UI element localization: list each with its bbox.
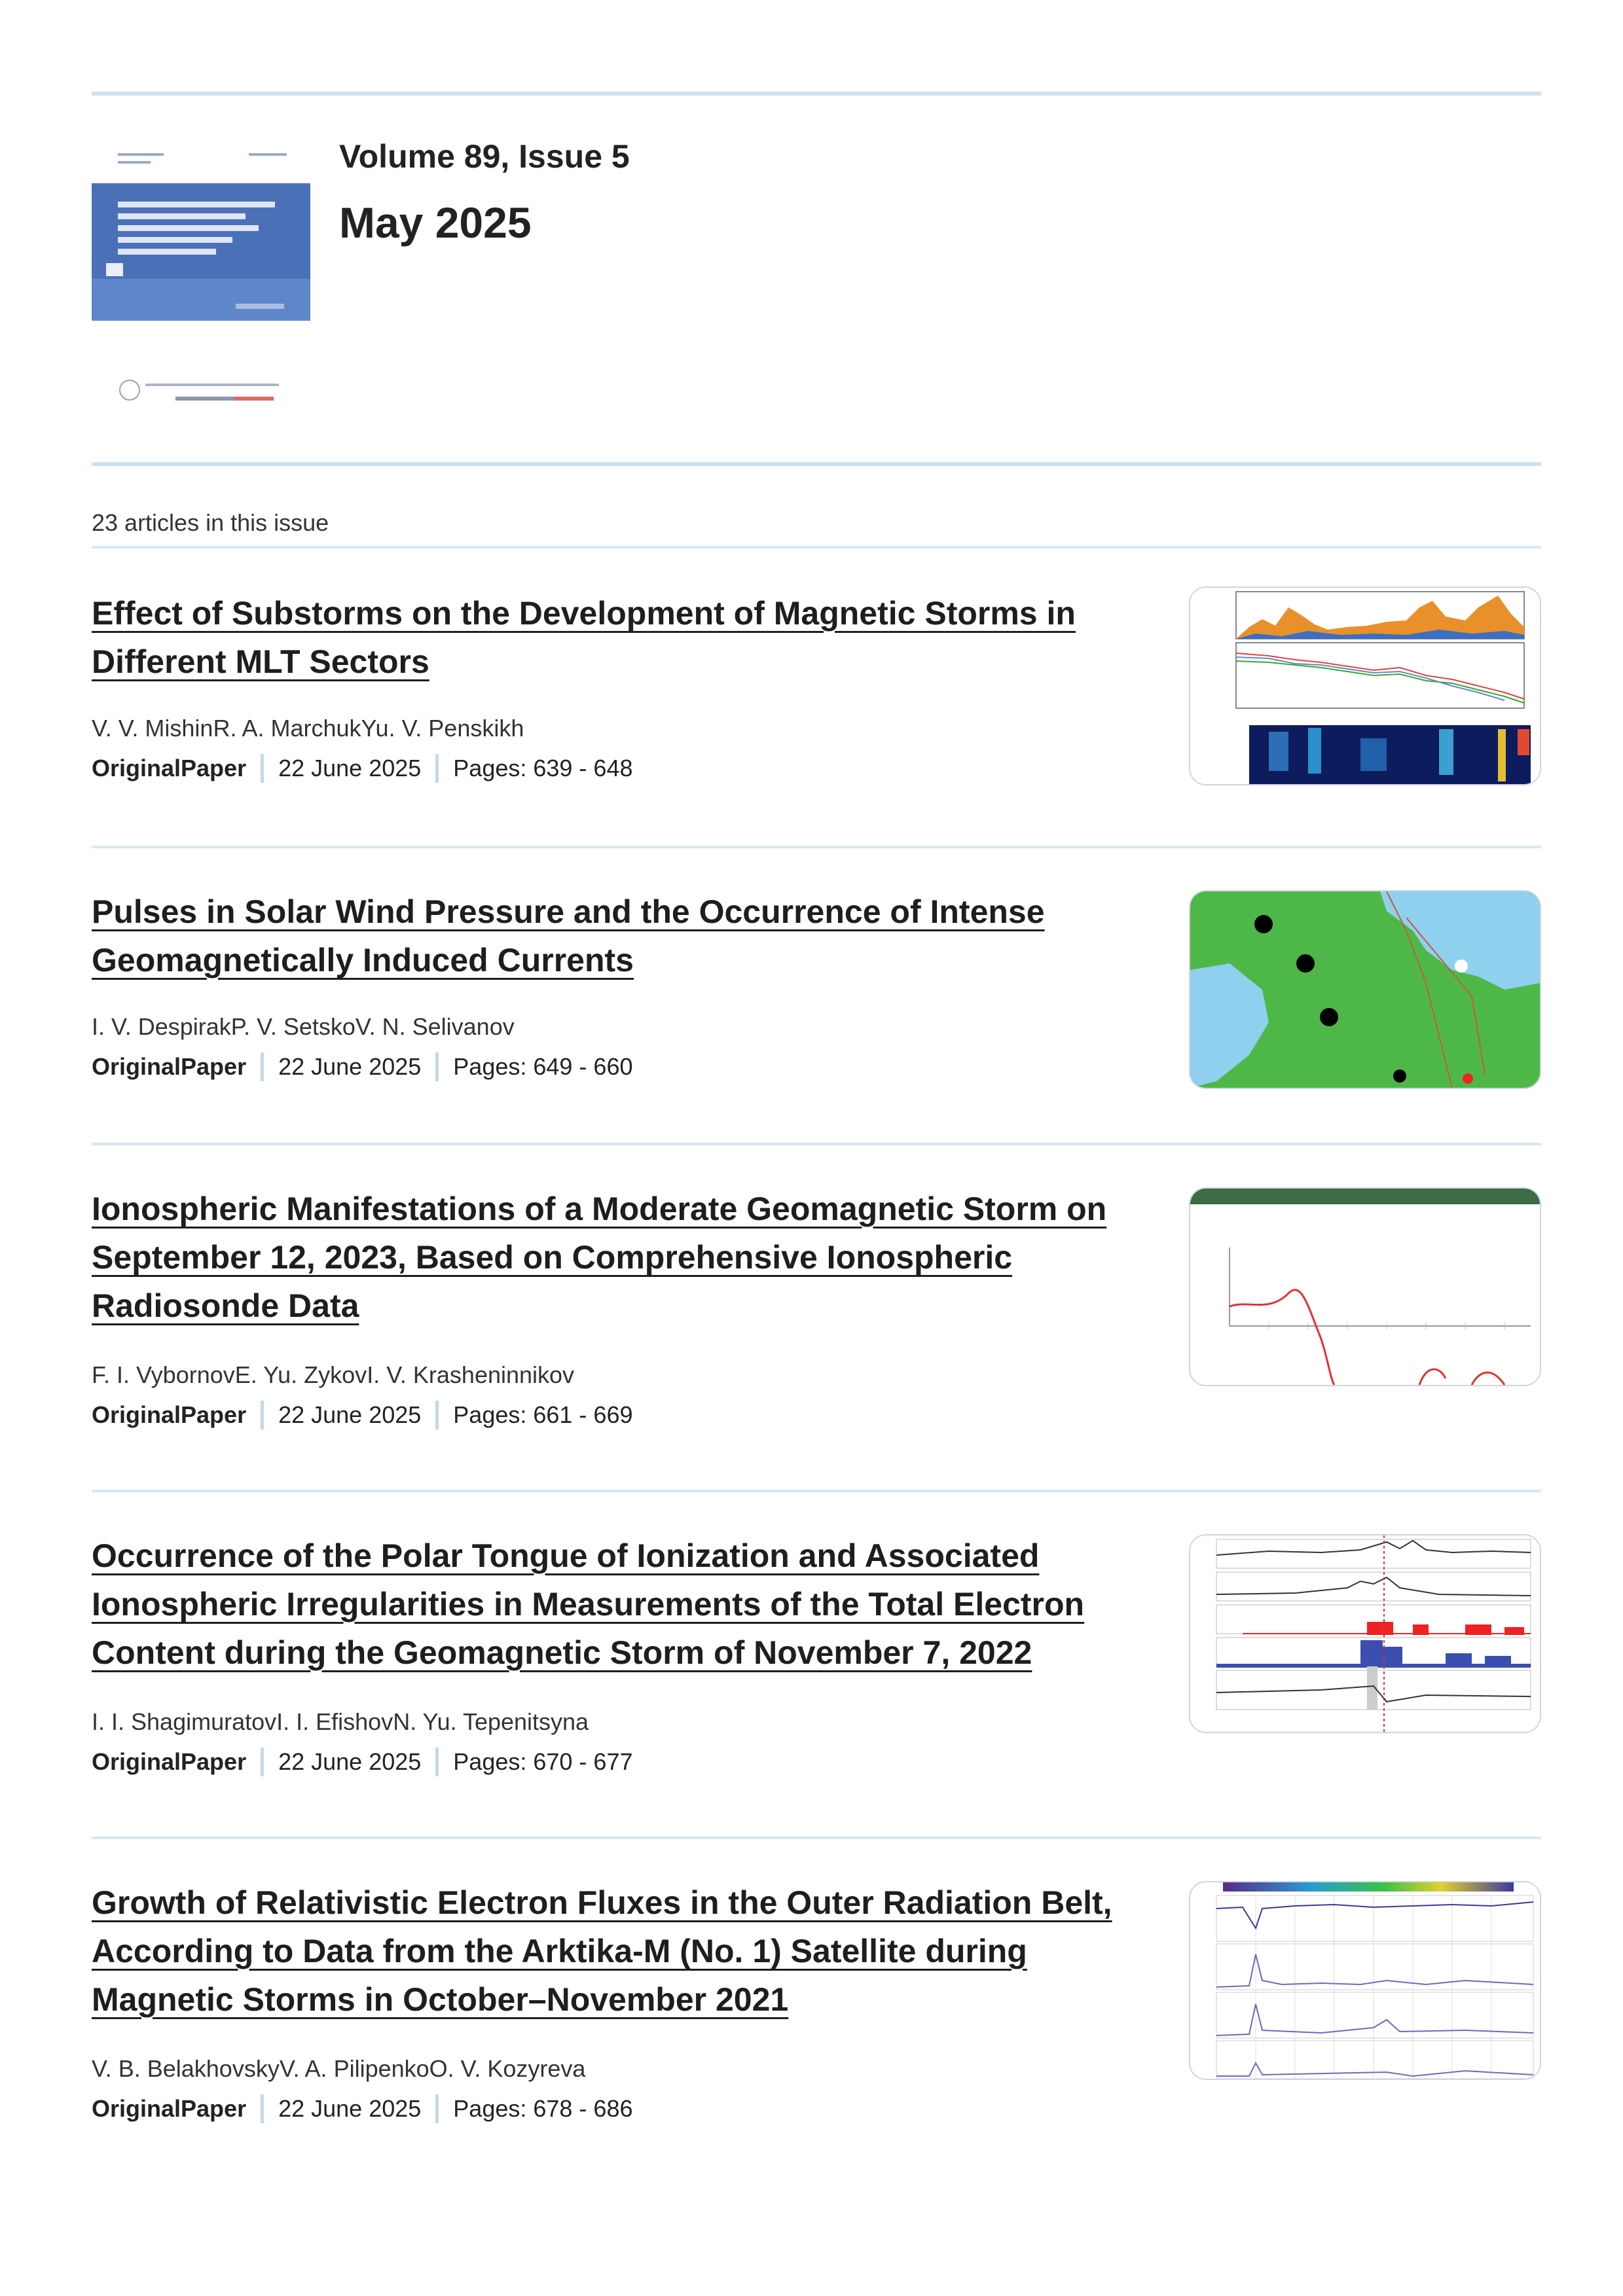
- article-authors: F. I. VybornovE. Yu. ZykovI. V. Krasheninnikov: [92, 1361, 575, 1388]
- header-divider: [92, 462, 1541, 466]
- article-title-link[interactable]: Pulses in Solar Wind Pressure and the Occurrence of Intense Geomagnetically Induced Currents: [92, 893, 1045, 978]
- article-title-link[interactable]: Occurrence of the Polar Tongue of Ionization and Associated Ionospheric Irregularities in Measurements of the Total Electron Content during the Geomagnetic Storm of November 7, 2022: [92, 1537, 1085, 1671]
- article-pages: Pages: 678 - 686: [453, 2095, 633, 2122]
- meta-separator: [435, 1401, 439, 1429]
- article-type: OriginalPaper: [92, 1053, 247, 1080]
- article-meta: [92, 1401, 632, 1429]
- publisher-logo: [119, 377, 284, 407]
- meta-separator: [261, 2094, 264, 2123]
- meta-separator: [435, 2094, 439, 2123]
- article-thumbnail[interactable]: [1189, 586, 1541, 785]
- article-type: OriginalPaper: [92, 755, 247, 781]
- article-divider: [92, 1837, 1541, 1839]
- meta-separator: [435, 1052, 439, 1081]
- article-divider: [92, 846, 1541, 848]
- article-meta: [92, 754, 632, 783]
- meta-separator: [435, 754, 439, 783]
- article-authors: V. B. BelakhovskyV. A. PilipenkoO. V. Kozyreva: [92, 2055, 586, 2082]
- article-title[interactable]: [92, 589, 1139, 686]
- article-thumbnail[interactable]: [1189, 1534, 1541, 1733]
- issue-date: May 2025: [339, 198, 532, 247]
- article-meta: [92, 1052, 632, 1081]
- meta-separator: [261, 1052, 264, 1081]
- meta-separator: [261, 754, 264, 783]
- issue-volume: Volume 89, Issue 5: [339, 138, 630, 175]
- meta-separator: [261, 1748, 264, 1776]
- article-title[interactable]: [92, 1532, 1139, 1677]
- article-type: OriginalPaper: [92, 1748, 247, 1775]
- article-date: 22 June 2025: [278, 1401, 422, 1428]
- article-authors: V. V. MishinR. A. MarchukYu. V. Penskikh: [92, 715, 524, 742]
- article-meta: [92, 1748, 632, 1776]
- article-title[interactable]: [92, 888, 1139, 984]
- article-pages: Pages: 661 - 669: [453, 1401, 633, 1428]
- journal-cover-image[interactable]: [92, 139, 310, 321]
- list-divider: [92, 546, 1541, 548]
- article-type: OriginalPaper: [92, 2095, 247, 2122]
- article-type: OriginalPaper: [92, 1401, 247, 1428]
- article-date: 22 June 2025: [278, 2095, 422, 2122]
- article-title-link[interactable]: Ionospheric Manifestations of a Moderate Geomagnetic Storm on September 12, 2023, Based on Comprehensive Ionospheric Radiosonde Data: [92, 1191, 1107, 1324]
- article-pages: Pages: 649 - 660: [453, 1053, 633, 1080]
- article-authors: I. V. DespirakP. V. SetskoV. N. Selivanov: [92, 1013, 515, 1040]
- article-thumbnail[interactable]: [1189, 890, 1541, 1089]
- article-thumbnail[interactable]: [1189, 1187, 1541, 1386]
- article-meta: [92, 2094, 632, 2123]
- article-date: 22 June 2025: [278, 1053, 422, 1080]
- article-title[interactable]: [92, 1185, 1139, 1330]
- article-pages: Pages: 670 - 677: [453, 1748, 633, 1775]
- top-divider: [92, 92, 1541, 96]
- article-authors: I. I. ShagimuratovI. I. EfishovN. Yu. Tepenitsyna: [92, 1708, 589, 1735]
- article-title[interactable]: [92, 1878, 1139, 2024]
- article-title-link[interactable]: Effect of Substorms on the Development of Magnetic Storms in Different MLT Sectors: [92, 595, 1076, 680]
- article-divider: [92, 1490, 1541, 1492]
- article-count: 23 articles in this issue: [92, 509, 329, 536]
- article-divider: [92, 1143, 1541, 1145]
- article-date: 22 June 2025: [278, 1748, 422, 1775]
- meta-separator: [261, 1401, 264, 1429]
- article-date: 22 June 2025: [278, 755, 422, 781]
- article-thumbnail[interactable]: [1189, 1881, 1541, 2080]
- article-pages: Pages: 639 - 648: [453, 755, 633, 781]
- meta-separator: [435, 1748, 439, 1776]
- article-title-link[interactable]: Growth of Relativistic Electron Fluxes in the Outer Radiation Belt, According to Data from the Arktika-M (No. 1) Satellite during Magnetic Storms in October–November 2021: [92, 1884, 1112, 2018]
